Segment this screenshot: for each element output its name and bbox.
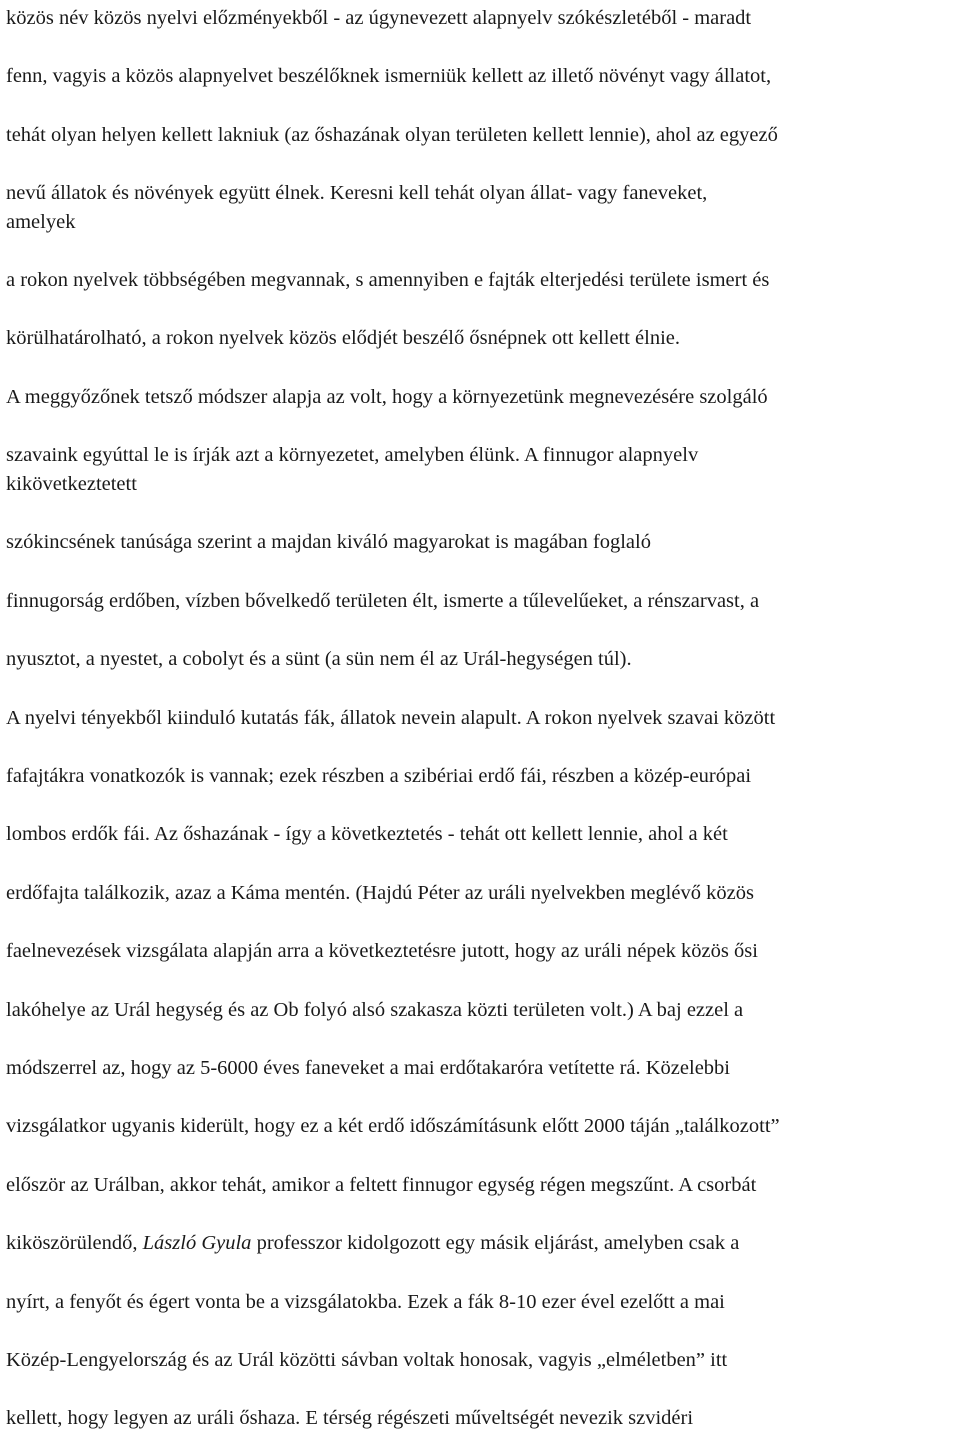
text-line-12: finnugorság erdőben, vízben bővelkedő területen élt, ismerte a tűlevelűeket, a rénszarvast, a bbox=[6, 590, 760, 612]
text-line-13: nyusztot, a nyestet, a cobolyt és a sünt (a sün nem él az Urál-hegységen túl). bbox=[6, 648, 632, 670]
text-line-25: Közép-Lengyelország és az Urál közötti sávban voltak honosak, vagyis „elméletben” itt bbox=[6, 1349, 728, 1371]
text-line-15: fafajtákra vonatkozók is vannak; ezek részben a szibériai erdő fái, részben a közép-európai bbox=[6, 765, 752, 787]
text-line-7: körülhatárolható, a rokon nyelvek közös elődjét beszélő ősnépnek ott kellett élnie. bbox=[6, 327, 681, 349]
text-line-5: amelyek bbox=[6, 211, 76, 233]
text-line-6: a rokon nyelvek többségében megvannak, s amennyiben e fajták elterjedési területe ismert és bbox=[6, 269, 770, 291]
text-line-3: tehát olyan helyen kellett lakniuk (az őshazának olyan területen kellett lennie), ahol az egyező bbox=[6, 124, 778, 146]
text-line-10: kikövetkeztetett bbox=[6, 473, 137, 495]
text-line-18: faelnevezések vizsgálata alapján arra a következtetésre jutott, hogy az uráli népek közös ősi bbox=[6, 940, 758, 962]
text-line-16: lombos erdők fái. Az őshazának - így a következtetés - tehát ott kellett lennie, ahol a két bbox=[6, 823, 728, 845]
text-line-20: módszerrel az, hogy az 5-6000 éves faneveket a mai erdőtakaróra vetítette rá. Közelebbi bbox=[6, 1057, 730, 1079]
text-line-24: nyírt, a fenyőt és égert vonta be a vizsgálatokba. Ezek a fák 8-10 ezer ével ezelőtt a mai bbox=[6, 1291, 725, 1313]
text-line-21: vizsgálatkor ugyanis kiderült, hogy ez a két erdő időszámításunk előtt 2000 táján „találkozott” bbox=[6, 1115, 780, 1137]
text-line-22: először az Urálban, akkor tehát, amikor a feltett finnugor egység régen megszűnt. A csorbát bbox=[6, 1174, 757, 1196]
text-line-26: kellett, hogy legyen az uráli őshaza. E térség régészeti műveltségét nevezik szvidéri bbox=[6, 1407, 694, 1429]
text-line-2: fenn, vagyis a közös alapnyelvet beszélőknek ismerniük kellett az illető növényt vagy állatot, bbox=[6, 65, 772, 87]
text-line-14: A nyelvi tényekből kiinduló kutatás fák, állatok nevein alapult. A rokon nyelvek szavai között bbox=[6, 707, 776, 729]
text-line-23 bbox=[6, 1231, 956, 1255]
text-segment: professzor kidolgozott egy másik eljárást, amelyben csak a bbox=[251, 1232, 740, 1254]
text-line-17: erdőfajta találkozik, azaz a Káma mentén. (Hajdú Péter az uráli nyelvekben meglévő közös bbox=[6, 882, 754, 904]
text-line-11: szókincsének tanúsága szerint a majdan kiváló magyarokat is magában foglaló bbox=[6, 531, 651, 553]
text-line-9: szavaink egyúttal le is írják azt a környezetet, amelyben élünk. A finnugor alapnyelv bbox=[6, 444, 699, 466]
text-line-8: A meggyőzőnek tetsző módszer alapja az volt, hogy a környezetünk megnevezésére szolgáló bbox=[6, 386, 768, 408]
text-segment: kiköszörülendő, bbox=[6, 1232, 143, 1254]
author-name-italic: László Gyula bbox=[142, 1232, 252, 1254]
text-line-19: lakóhelye az Urál hegység és az Ob folyó alsó szakasza közti területen volt.) A baj ezzel a bbox=[6, 999, 744, 1021]
text-line-4: nevű állatok és növények együtt élnek. Keresni kell tehát olyan állat- vagy faneveket, bbox=[6, 182, 708, 204]
text-line-1: közös név közös nyelvi előzményekből - az úgynevezett alapnyelv szókészletéből - maradt bbox=[6, 7, 752, 29]
